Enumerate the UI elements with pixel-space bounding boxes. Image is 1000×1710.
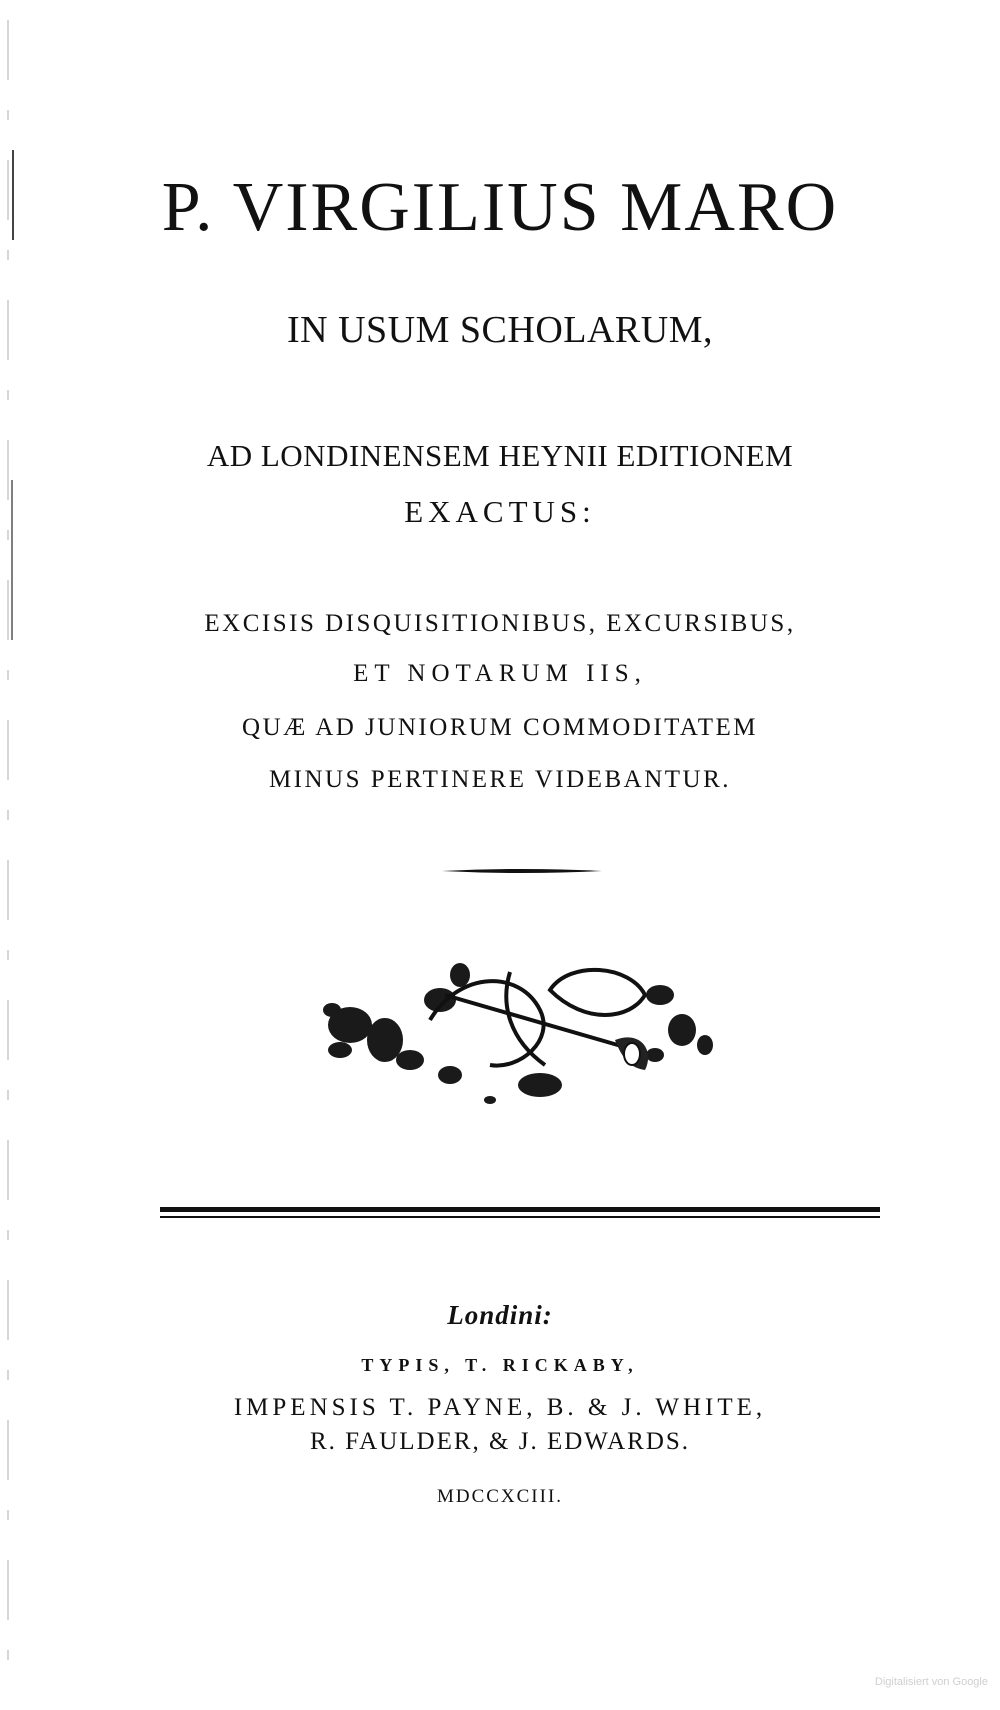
double-rule	[160, 1206, 880, 1220]
imprint-place: Londini:	[447, 1300, 553, 1330]
digitization-watermark: Digitalisiert von Google	[874, 1676, 988, 1688]
short-decorative-rule	[442, 868, 602, 874]
imprint-year: MDCCXCIII.	[436, 1486, 564, 1507]
exactus-line: EXACTUS:	[404, 494, 596, 529]
book-subtitle: IN USUM SCHOLARUM,	[287, 309, 713, 351]
excision-line-1: EXCISIS DISQUISITIONIBUS, EXCURSIBUS,	[204, 610, 796, 637]
excision-line-2: ET NOTARUM IIS,	[353, 660, 647, 687]
excision-line-3: QUÆ AD JUNIORUM COMMODITATEM	[242, 714, 758, 741]
imprint-printer: TYPIS, T. RICKABY,	[361, 1355, 639, 1375]
imprint-publishers-line-2: R. FAULDER, & J. EDWARDS.	[309, 1428, 691, 1455]
excision-line-4: MINUS PERTINERE VIDEBANTUR.	[268, 766, 732, 793]
imprint-publishers-line-1: IMPENSIS T. PAYNE, B. & J. WHITE,	[233, 1394, 767, 1421]
musical-instruments-ornament	[310, 950, 720, 1110]
book-title: P. VIRGILIUS MARO	[161, 169, 839, 246]
edition-line: AD LONDINENSEM HEYNII EDITIONEM	[206, 438, 794, 473]
